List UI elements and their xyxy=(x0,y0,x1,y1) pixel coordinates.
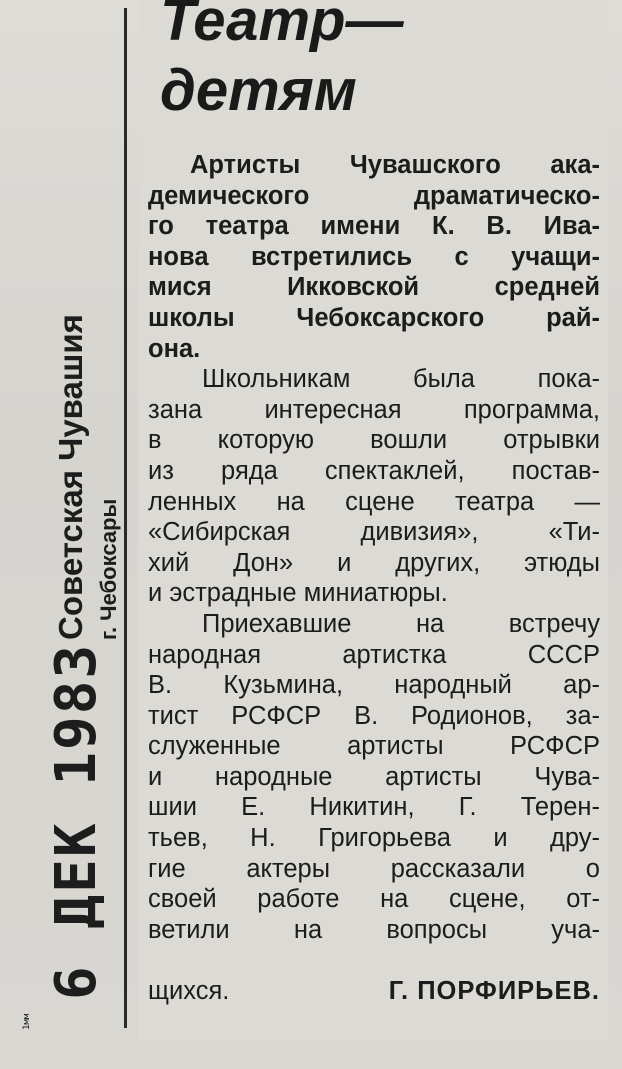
text-line: служенные артисты РСФСР xyxy=(148,732,600,761)
article-lead-paragraph xyxy=(148,150,600,364)
text-line: тист РСФСР В. Родионов, за- xyxy=(148,701,600,730)
text-line: В. Кузьмина, народный ар- xyxy=(148,671,600,700)
text-line: Артисты Чувашского ака- xyxy=(190,151,600,179)
text-line: она. xyxy=(148,334,201,363)
article-body xyxy=(148,150,600,945)
text-line: тьев, Н. Григорьева и дру- xyxy=(148,824,600,853)
text-line: в которую вошли отрывки xyxy=(148,426,600,455)
text-line: «Сибирская дивизия», «Ти- xyxy=(148,518,600,547)
text-line: гие актеры рассказали о xyxy=(148,854,600,883)
text-line: демического драматическо- xyxy=(148,181,600,210)
text-line: Школьникам была пока- xyxy=(202,365,600,394)
text-line: школы Чебоксарского рай- xyxy=(148,303,600,332)
article-signoff xyxy=(148,976,600,1006)
stamp-date: 6 ДЕК 1983 xyxy=(44,642,109,1000)
text-line: зана интересная программа, xyxy=(148,395,600,424)
article-headline xyxy=(160,0,403,126)
text-line: и эстрадные миниатюры. xyxy=(148,579,448,608)
article-author: Г. ПОРФИРЬЕВ. xyxy=(388,977,600,1005)
stamp-divider-line xyxy=(124,8,127,1028)
text-line: народная артистка СССР xyxy=(148,640,600,669)
stamp-newspaper-name: Советская Чувашия xyxy=(52,314,89,640)
library-stamp xyxy=(0,0,128,1069)
text-line: ленных на сцене театра — xyxy=(148,487,600,516)
text-line: хий Дон» и других, этюды xyxy=(148,548,600,577)
headline-line: детям xyxy=(160,58,357,123)
text-line: и народные артисты Чува- xyxy=(148,762,600,791)
text-line: из ряда спектаклей, постав- xyxy=(148,456,600,485)
text-line: нова встретились с учащи- xyxy=(148,242,600,271)
stamp-small-mark: 1мм xyxy=(22,1013,32,1030)
closing-text: щихся. xyxy=(148,977,230,1005)
headline-line: Театр— xyxy=(160,0,404,53)
text-line: мися Икковской средней xyxy=(148,273,600,302)
text-line: ветили на вопросы уча- xyxy=(148,915,600,944)
article-paragraph-artists xyxy=(148,609,600,946)
stamp-city: г. Чебоксары xyxy=(96,498,121,640)
text-line: своей работе на сцене, от- xyxy=(148,885,600,914)
text-line: го театра имени К. В. Ива- xyxy=(148,212,600,241)
article-paragraph-program xyxy=(148,364,600,609)
text-line: Приехавшие на встречу xyxy=(202,609,600,638)
text-line: шии Е. Никитин, Г. Терен- xyxy=(148,793,600,822)
